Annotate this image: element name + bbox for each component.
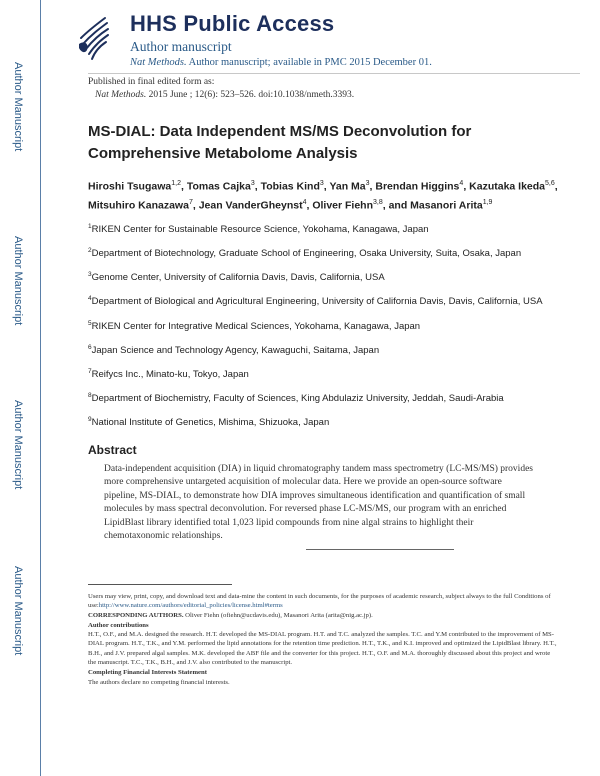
affiliation-number: 7 (88, 367, 92, 375)
header-divider (88, 73, 580, 74)
sidebar-divider (40, 0, 41, 776)
affiliation-text: Genome Center, University of California Davis, Davis, California, USA (91, 272, 385, 284)
author-affiliation-ref: 5,6 (545, 180, 555, 187)
terms-link[interactable]: http://www.nature.com/authors/editorial_policies/license.html#terms (98, 602, 283, 610)
footnotes (88, 592, 558, 687)
availability-text: Author manuscript; available in PMC 2015 December 01. (186, 57, 432, 68)
affiliation-item (88, 365, 558, 381)
affiliation-number: 8 (88, 392, 92, 400)
hhs-eagle-logo-icon (75, 14, 113, 62)
author-name: Oliver Fiehn (312, 199, 374, 211)
contributions-heading: Author contributions (88, 621, 149, 629)
affiliation-number: 4 (88, 295, 92, 303)
author-manuscript-subtitle: Author manuscript (130, 39, 232, 54)
affiliation-item (88, 292, 558, 308)
author-name: Tobias Kind (260, 180, 320, 193)
author-separator: , (369, 180, 376, 193)
footnote-divider (88, 584, 232, 585)
published-in-label: Published in final edited form as: (88, 77, 215, 87)
author-separator: , (254, 180, 261, 193)
affiliation-item (88, 268, 558, 284)
terms-of-use (88, 592, 558, 611)
affiliation-text: Department of Biological and Agricultural Engineering, University of California Davis, Davis, California, USA (91, 296, 543, 308)
corresponding-text: Oliver Fiehn (ofiehn@ucdavis.edu), Masanori Arita (arita@nig.ac.jp). (183, 611, 373, 619)
author-affiliation-ref: 4 (302, 198, 307, 206)
affiliation-item (88, 244, 558, 260)
affiliation-text: Department of Biochemistry, Faculty of Sciences, King Abdulaziz University, Jeddah, Saudi-Arabia (91, 393, 504, 405)
author-affiliation-ref: 4 (459, 180, 464, 187)
author-separator: , (463, 180, 470, 193)
affiliation-item (88, 341, 558, 357)
author-name: Tomas Cajka (186, 180, 251, 193)
affiliation-text: Department of Biotechnology, Graduate School of Engineering, Osaka University, Suita, Osaka, Japan (91, 248, 522, 260)
citation-details: 2015 June ; 12(6): 523–526. doi:10.1038/nmeth.3393. (146, 90, 355, 100)
author-affiliation-ref: 3 (365, 180, 370, 187)
affiliation-number: 3 (88, 271, 92, 279)
affiliation-item (88, 389, 558, 405)
affiliation-number: 2 (88, 247, 92, 255)
article-title: MS-DIAL: Data Independent MS/MS Deconvolution for Comprehensive Metabolome Analysis (88, 123, 472, 162)
sidebar (0, 0, 40, 776)
author-manuscript-label: Author Manuscript (12, 400, 24, 490)
affiliation-list (88, 220, 558, 437)
author-separator: , (323, 180, 330, 193)
author-separator: , (180, 180, 187, 193)
author-separator: , (192, 199, 199, 211)
affiliation-text: National Institute of Genetics, Mishima, Shizuoka, Japan (91, 417, 330, 429)
author-manuscript-label: Author Manuscript (12, 62, 24, 152)
citation-journal: Nat Methods. (95, 90, 147, 100)
contributions-text: H.T., O.F., and M.A. designed the research. H.T. developed the MS-DIAL program. H.T. and T.C. analyzed the samples. T.C. and Y.M contributed to the improvement of MS-DIAL program. H.T., T.K., and Y.M. performed the lipid annotations for the retention time prediction. H.T., T.K., and K.I. improved and optimized the LipidBlast library. H.T., B.H., and J.V. prepared algal samples. M.K. developed the ABF file and the converter for this project. H.T., O.F. and M.A. thoroughly discussed about this project and wrote the manuscript. T.C., T.K., B.H., and J.V. also contributed to the manuscript. (88, 631, 557, 667)
affiliation-number: 5 (88, 319, 92, 327)
affiliation-number: 6 (88, 343, 92, 351)
author-affiliation-ref: 3 (250, 180, 255, 187)
author-affiliation-ref: 1,9 (482, 198, 493, 206)
author-name: Brendan Higgins (375, 180, 460, 193)
author-name: Hiroshi Tsugawa (88, 180, 172, 193)
author-separator: , (306, 199, 313, 211)
affiliation-item (88, 413, 558, 429)
author-separator: , (554, 180, 558, 193)
author-name: Masanori Arita (410, 199, 483, 211)
hhs-title: HHS Public Access (130, 11, 335, 36)
affiliation-text: RIKEN Center for Integrative Medical Sciences, Yokohama, Kanagawa, Japan (91, 320, 421, 332)
author-name: Jean VanderGheynst (198, 199, 303, 211)
corresponding-label: CORRESPONDING AUTHORS. (88, 611, 184, 619)
author-affiliation-ref: 3 (319, 180, 324, 187)
author-affiliation-ref: 1,2 (171, 180, 181, 187)
author-affiliation-ref: 3,8 (373, 198, 383, 206)
author-manuscript-label: Author Manuscript (12, 236, 24, 326)
competing-heading: Completing Financial Interests Statement (88, 669, 207, 677)
journal-name: Nat Methods. (130, 57, 187, 68)
author-name: Yan Ma (329, 180, 366, 193)
affiliation-item (88, 220, 558, 236)
author-affiliation-ref: 7 (188, 198, 193, 206)
abstract-text: Data-independent acquisition (DIA) in liquid chromatography tandem mass spectrometry (LC-MS/MS) provides more comprehensive untargeted acquisition of molecular data. Here we provide an open-source software pipeline, MS-DIAL, to demonstrate how DIA improves simultaneous identification and quantification of small molecules by mass spectral deconvolution. For reversed phase LC-MS/MS, our program with an enriched LipidBlast library identified total 1,023 lipid compounds from nine algal strains to highlight their chemotaxonomic relationships. (104, 464, 533, 542)
author-name: Mitsuhiro Kanazawa (88, 199, 189, 211)
author-list (88, 176, 558, 213)
affiliation-number: 9 (88, 416, 92, 424)
abstract-divider (306, 549, 454, 550)
author-name: Kazutaka Ikeda (469, 180, 546, 193)
terms-text: Users may view, print, copy, and download text and data-mine the content in such documents, for the purposes of academic research, subject always to the full Conditions of use: (88, 593, 551, 610)
affiliation-item (88, 317, 558, 333)
citation-line (95, 90, 354, 100)
abstract-heading: Abstract (88, 443, 137, 457)
author-separator: , and (382, 199, 411, 211)
affiliation-text: RIKEN Center for Sustainable Resource Science, Yokohama, Kanagawa, Japan (91, 224, 429, 236)
affiliation-text: Japan Science and Technology Agency, Kawaguchi, Saitama, Japan (91, 344, 380, 356)
affiliation-number: 1 (88, 223, 92, 230)
affiliation-text: Reifycs Inc., Minato-ku, Tokyo, Japan (91, 369, 249, 381)
corresponding-authors (88, 611, 558, 620)
competing-text: The authors declare no competing financial interests. (88, 678, 230, 686)
availability-line (130, 57, 432, 68)
author-manuscript-label: Author Manuscript (12, 566, 24, 656)
